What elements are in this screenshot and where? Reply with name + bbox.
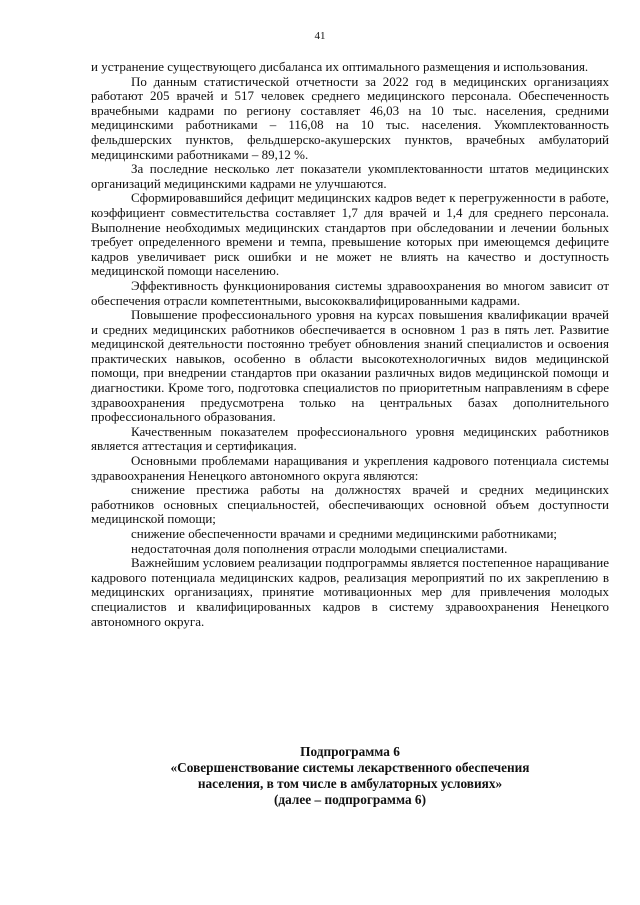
paragraph: За последние несколько лет показатели укомплектованности штатов медицинских организаций медицинскими кадрами не улучшаются. — [91, 161, 609, 191]
paragraph: Сформировавшийся дефицит медицинских кадров ведет к перегруженности в работе, коэффициент совместительства составляет 1,7 для врачей и 1,4 для среднего персонала. Выполнение необходимых медицинских стандартов при обследовании и лечении больных требует определенного времени и темпа, превышение которых при имеющемся дефиците кадров увеличивает риск ошибки и не может не влиять на качество и доступность медицинской помощи населению. — [91, 190, 609, 279]
paragraph: Важнейшим условием реализации подпрограммы является постепенное наращивание кадрового потенциала медицинских кадров, реализация мероприятий по их закреплению в медицинских организациях, принятие мотивационных мер для привлечения молодых специалистов и квалифицированных кадров в систему здравоохранения Ненецкого автономного округа. — [91, 555, 609, 629]
paragraph: Эффективность функционирования системы здравоохранения во многом зависит от обеспечения отрасли компетентными, высококвалифицированными кадрами. — [91, 277, 609, 308]
paragraph: и устранение существующего дисбаланса их оптимального размещения и использования. — [91, 59, 589, 74]
heading-line: «Совершенствование системы лекарственного обеспечения — [170, 760, 530, 775]
paragraph: Качественным показателем профессионального уровня медицинских работников является аттестация и сертификация. — [91, 423, 609, 454]
paragraph: Основными проблемами наращивания и укрепления кадрового потенциала системы здравоохранения Ненецкого автономного округа являются: — [91, 453, 609, 483]
list-item: недостаточная доля пополнения отрасли молодыми специалистами. — [131, 540, 508, 556]
list-item: снижение обеспеченности врачами и средними медицинскими работниками; — [131, 526, 558, 541]
document-body — [91, 60, 609, 629]
paragraph: Повышение профессионального уровня на курсах повышения квалификации врачей и средних медицинских работников обеспечивается в основном 1 раз в пять лет. Развитие медицинской деятельности постоянно требует обновления знаний специалистов и освоения практических навыков, особенно в области высокотехнологичных видов медицинской помощи, при внедрении стандартов при оказании различных видов медицинской помощи и диагностики. Кроме того, подготовка специалистов по приоритетным направлениям в сфере здравоохранения предусмотрена только на центральных базах дополнительного профессионального образования. — [91, 307, 609, 425]
subprogram-heading — [91, 744, 609, 808]
list-item: снижение престижа работы на должностях врачей и средних медицинских работников основных специальностей, обеспечивающих основной объем доступности медицинской помощи; — [91, 482, 609, 527]
paragraph: По данным статистической отчетности за 2022 год в медицинских организациях работают 205 врачей и 517 человек среднего медицинского персонала. Обеспеченность врачебными кадрами по региону составляет 46,03 на 10 тыс. населения, средними медицинскими работниками – 116,08 на 10 тыс. населения. Укомплектованность фельдшерских пунктов, фельдшерско-акушерских пунктов, врачебных амбулаторий медицинскими работниками – 89,12 %. — [91, 73, 609, 162]
heading-line: (далее – подпрограмма 6) — [274, 792, 426, 807]
heading-line: населения, в том числе в амбулаторных условиях» — [197, 776, 503, 791]
heading-line: Подпрограмма 6 — [300, 744, 400, 759]
page-number: 41 — [314, 30, 326, 42]
